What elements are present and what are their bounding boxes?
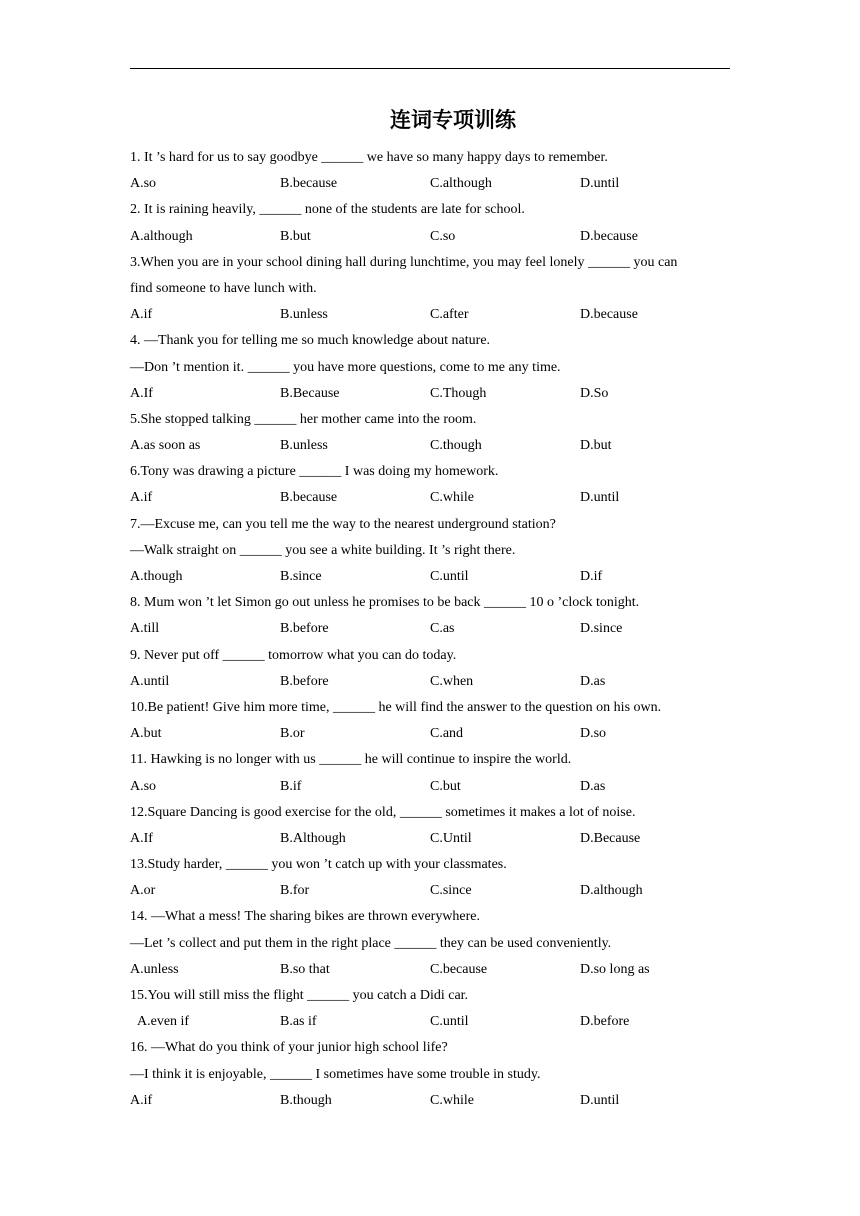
answer-options [130,1088,730,1114]
answer-options [130,485,730,511]
question-text: 6.Tony was drawing a picture ______ I was doing my homework. [130,464,499,480]
answer-option: D.because [580,228,638,244]
answer-option: C.Though [430,385,487,401]
answer-option: A.though [130,569,183,584]
answer-options [130,957,730,983]
question-text: 1. It ’s hard for us to say goodbye ______ we have so many happy days to remember. [130,150,608,165]
answer-options [130,381,730,407]
question-text: —Let ’s collect and put them in the right place ______ they can be used conveniently. [130,935,612,951]
answer-option: A.If [130,830,153,846]
answer-options [130,878,730,904]
question-text: 2. It is raining heavily, ______ none of the students are late for school. [130,202,525,218]
answer-options [130,669,730,695]
page-title: 连词专项训练 [390,108,516,132]
question-text: 16. —What do you think of your junior high school life? [130,1040,448,1056]
question-text: 11. Hawking is no longer with us ______ he will continue to inspire the world. [130,752,572,768]
question-text: —Walk straight on ______ you see a white building. It ’s right there. [130,542,516,558]
answer-option: C.as [430,621,455,637]
answer-option: D.but [580,438,612,454]
answer-option: C.while [430,490,474,506]
question-text: —Don ’t mention it. ______ you have more questions, come to me any time. [130,359,561,375]
answer-option: D.so long as [580,961,650,977]
answer-option: C.though [430,438,482,454]
answer-option: A.but [130,726,162,742]
answer-option: B.for [280,883,310,899]
answer-option: A.even if [137,1014,190,1030]
answer-options [130,171,730,197]
answer-option: B.but [280,228,311,244]
answer-option: C.but [430,778,461,794]
answer-option: C.while [430,1092,474,1108]
answer-option: B.so that [280,961,330,977]
answer-option: D.as [580,778,606,794]
answer-option: B.because [280,490,338,506]
answer-option: C.and [430,726,464,742]
answer-option: D.although [580,883,643,899]
answer-option: B.if [280,778,302,794]
question-text: —I think it is enjoyable, ______ I sometimes have some trouble in study. [130,1066,541,1082]
answer-option: A.as soon as [130,438,201,454]
header-rule [130,68,730,69]
question-list [130,145,730,1114]
question-text: 5.She stopped talking ______ her mother came into the room. [130,411,477,427]
answer-option: A.if [130,490,153,506]
answer-option: B.unless [280,307,328,323]
answer-option: A.so [130,778,157,794]
question-text: 8. Mum won ’t let Simon go out unless he promises to be back ______ 10 o ’clock tonight. [130,595,640,611]
answer-options [130,224,730,250]
answer-option: C.Until [430,830,472,846]
question-text: 13.Study harder, ______ you won ’t catch up with your classmates. [130,857,507,873]
answer-option: B.as if [280,1014,317,1030]
answer-option: A.If [130,385,153,401]
answer-option: A.although [130,228,193,244]
answer-options [130,616,730,642]
answer-option: C.since [430,883,472,899]
answer-option: A.till [130,621,160,637]
answer-option: D.until [580,490,620,506]
answer-option: C.until [430,569,469,584]
question-text: 9. Never put off ______ tomorrow what you can do today. [130,647,457,663]
answer-options [130,721,730,747]
answer-options [130,302,730,328]
answer-option: A.until [130,673,170,689]
answer-option: A.if [130,1092,153,1108]
answer-option: D.since [580,621,623,637]
answer-option: D.if [580,569,603,584]
answer-option: D.So [580,385,609,401]
answer-option: A.unless [130,961,179,977]
answer-options [130,433,730,459]
answer-option: D.so [580,726,607,742]
answer-option: A.if [130,307,153,323]
answer-option: B.Because [280,385,340,401]
answer-option: A.or [130,883,156,899]
answer-options [130,564,730,590]
answer-option: D.until [580,176,620,192]
question-text: 14. —What a mess! The sharing bikes are thrown everywhere. [130,909,481,925]
answer-option: D.Because [580,830,641,846]
answer-option: D.before [580,1014,630,1030]
answer-option: D.because [580,307,638,323]
question-text: find someone to have lunch with. [130,280,317,296]
answer-option: B.though [280,1092,332,1108]
question-text: 4. —Thank you for telling me so much knowledge about nature. [130,333,491,349]
answer-option: B.before [280,621,329,637]
answer-option: C.so [430,228,456,244]
answer-option: A.so [130,176,157,192]
answer-option: D.until [580,1092,620,1108]
answer-option: C.although [430,176,492,192]
answer-option: B.Although [280,830,346,846]
answer-option: C.because [430,961,488,977]
question-text: 15.You will still miss the flight ______ you catch a Didi car. [130,988,469,1003]
answer-option: C.when [430,673,474,689]
question-text: 12.Square Dancing is good exercise for the old, ______ sometimes it makes a lot of noise. [130,804,636,820]
answer-option: B.or [280,726,305,742]
answer-option: C.until [430,1014,469,1030]
question-text: 10.Be patient! Give him more time, ______ he will find the answer to the question on his own. [130,699,662,715]
answer-option: B.because [280,176,338,192]
answer-options [130,826,730,852]
answer-option: D.as [580,673,606,689]
answer-option: B.since [280,569,322,584]
answer-options [130,1009,730,1035]
answer-option: C.after [430,307,469,323]
answer-options [130,774,730,800]
question-text: 3.When you are in your school dining hall during lunchtime, you may feel lonely ______ you can [130,254,678,270]
answer-option: B.unless [280,438,328,454]
question-text: 7.—Excuse me, can you tell me the way to the nearest underground station? [130,516,556,532]
answer-option: B.before [280,673,329,689]
